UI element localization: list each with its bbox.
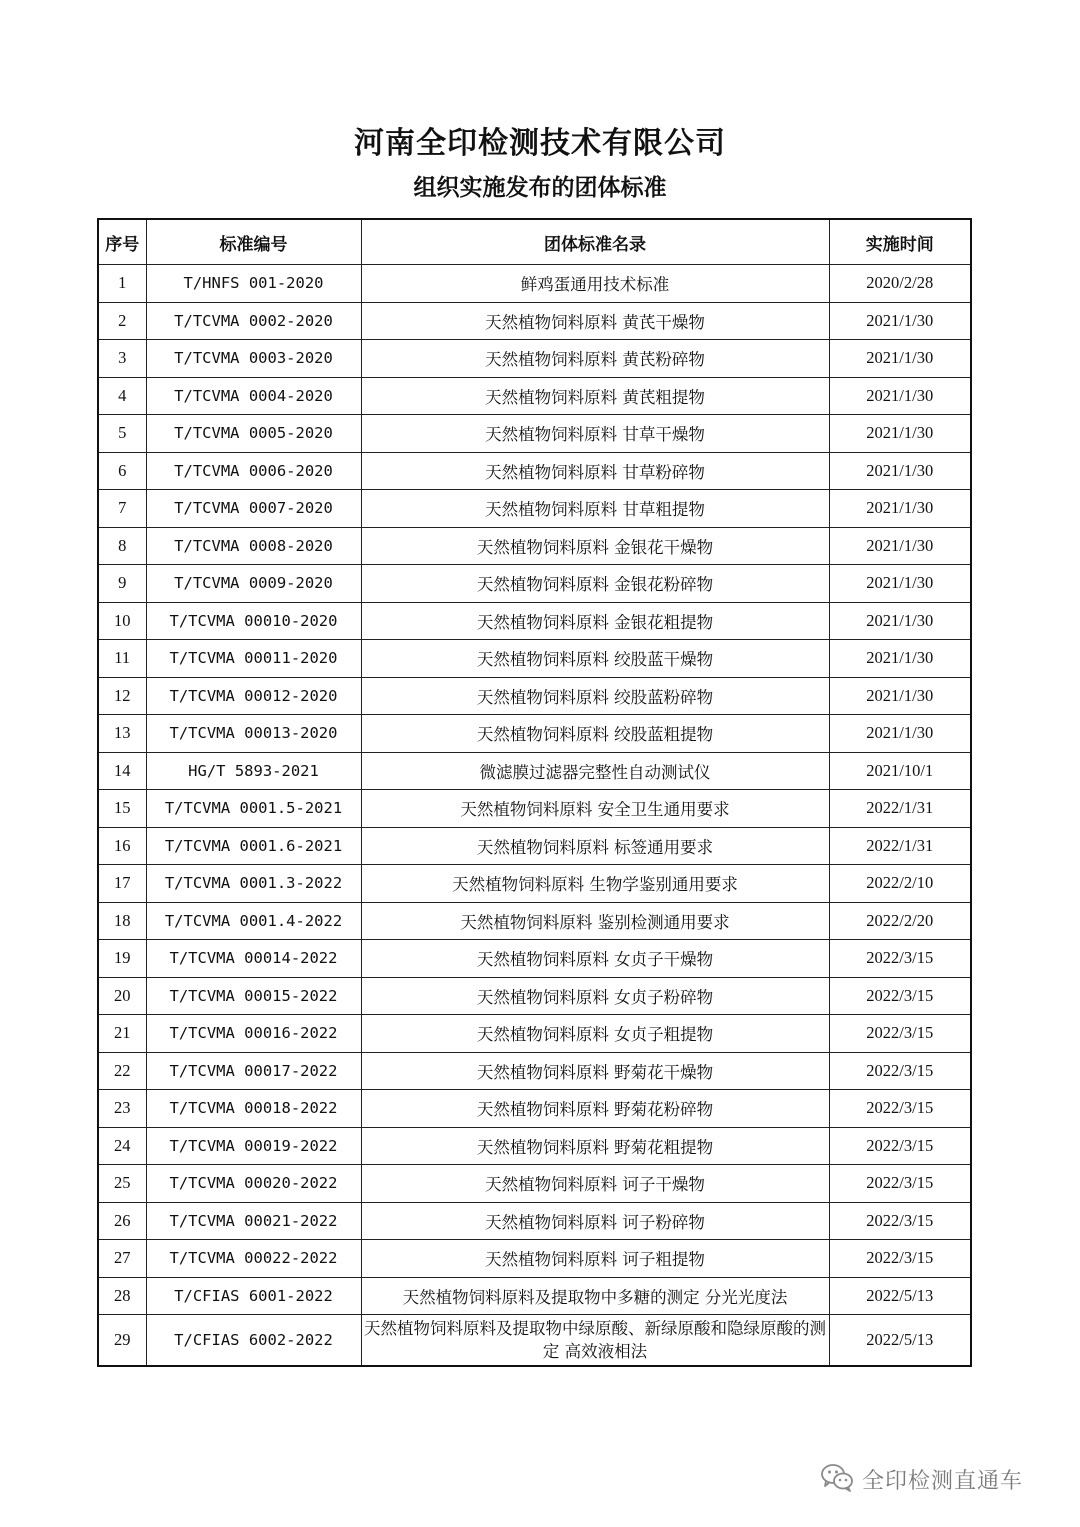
row-effective-date: 2022/1/31 [829,790,971,828]
row-standard-code: T/TCVMA 00022-2022 [146,1240,361,1278]
row-standard-name: 天然植物饲料原料 女贞子干燥物 [361,940,829,978]
row-effective-date: 2021/1/30 [829,415,971,453]
row-standard-name: 天然植物饲料原料 绞股蓝粗提物 [361,715,829,753]
row-effective-date: 2021/1/30 [829,377,971,415]
row-standard-name: 微滤膜过滤器完整性自动测试仪 [361,752,829,790]
row-standard-code: T/TCVMA 00018-2022 [146,1090,361,1128]
row-effective-date: 2022/3/15 [829,1090,971,1128]
row-standard-name: 天然植物饲料原料 绞股蓝干燥物 [361,640,829,678]
row-standard-code: T/TCVMA 00013-2020 [146,715,361,753]
row-effective-date: 2021/1/30 [829,565,971,603]
table-row [98,1127,971,1165]
row-standard-name: 鲜鸡蛋通用技术标准 [361,265,829,303]
table-row [98,340,971,378]
row-index: 3 [98,340,146,378]
row-index: 26 [98,1202,146,1240]
table-row [98,640,971,678]
table-body [98,265,971,1367]
row-effective-date: 2021/1/30 [829,452,971,490]
document-title: 河南全印检测技术有限公司 [354,126,726,161]
row-index: 2 [98,302,146,340]
row-effective-date: 2022/3/15 [829,1165,971,1203]
row-effective-date: 2022/1/31 [829,827,971,865]
row-standard-name: 天然植物饲料原料 黄芪粗提物 [361,377,829,415]
row-standard-name: 天然植物饲料原料 鉴别检测通用要求 [361,902,829,940]
row-standard-code: T/TCVMA 00010-2020 [146,602,361,640]
row-standard-code: T/TCVMA 0008-2020 [146,527,361,565]
row-standard-code: T/TCVMA 00021-2022 [146,1202,361,1240]
row-standard-name: 天然植物饲料原料 诃子粗提物 [361,1240,829,1278]
row-effective-date: 2021/1/30 [829,527,971,565]
header-name: 团体标准名录 [361,219,829,265]
table-row [98,677,971,715]
row-standard-code: T/TCVMA 0009-2020 [146,565,361,603]
table-row [98,865,971,903]
row-index: 25 [98,1165,146,1203]
row-standard-name: 天然植物饲料原料 诃子粉碎物 [361,1202,829,1240]
row-standard-code: T/TCVMA 0006-2020 [146,452,361,490]
table-row [98,1202,971,1240]
row-index: 17 [98,865,146,903]
table-row [98,1015,971,1053]
table-row [98,752,971,790]
row-standard-name: 天然植物饲料原料 安全卫生通用要求 [361,790,829,828]
table-row [98,452,971,490]
row-standard-name: 天然植物饲料原料 诃子干燥物 [361,1165,829,1203]
row-standard-code: T/TCVMA 0003-2020 [146,340,361,378]
row-effective-date: 2022/2/20 [829,902,971,940]
row-index: 29 [98,1315,146,1367]
row-standard-code: T/TCVMA 00012-2020 [146,677,361,715]
table-row [98,1315,971,1367]
table-row [98,790,971,828]
table-row [98,1090,971,1128]
row-standard-code: T/TCVMA 0001.6-2021 [146,827,361,865]
row-standard-code: T/TCVMA 00017-2022 [146,1052,361,1090]
table-row [98,1240,971,1278]
row-effective-date: 2021/1/30 [829,640,971,678]
row-standard-code: T/TCVMA 00011-2020 [146,640,361,678]
row-standard-name: 天然植物饲料原料 黄芪干燥物 [361,302,829,340]
row-effective-date: 2021/1/30 [829,715,971,753]
row-index: 5 [98,415,146,453]
row-standard-name: 天然植物饲料原料 绞股蓝粉碎物 [361,677,829,715]
row-index: 23 [98,1090,146,1128]
row-standard-code: T/TCVMA 0001.3-2022 [146,865,361,903]
row-index: 12 [98,677,146,715]
row-standard-name: 天然植物饲料原料 女贞子粗提物 [361,1015,829,1053]
row-index: 18 [98,902,146,940]
table-header-row [98,219,971,265]
header-date: 实施时间 [829,219,971,265]
row-standard-name: 天然植物饲料原料 生物学鉴别通用要求 [361,865,829,903]
row-effective-date: 2022/3/15 [829,1015,971,1053]
row-effective-date: 2021/1/30 [829,602,971,640]
row-standard-name: 天然植物饲料原料 金银花干燥物 [361,527,829,565]
wechat-icon [820,1462,854,1496]
row-index: 22 [98,1052,146,1090]
header-code: 标准编号 [146,219,361,265]
row-standard-name: 天然植物饲料原料 甘草干燥物 [361,415,829,453]
table-row [98,377,971,415]
table-row [98,1277,971,1315]
table-row [98,490,971,528]
table-row [98,527,971,565]
row-index: 9 [98,565,146,603]
row-standard-code: T/TCVMA 00016-2022 [146,1015,361,1053]
table-row [98,715,971,753]
row-standard-code: T/TCVMA 0002-2020 [146,302,361,340]
row-effective-date: 2022/3/15 [829,1052,971,1090]
row-standard-name: 天然植物饲料原料 金银花粉碎物 [361,565,829,603]
table-row [98,977,971,1015]
row-standard-name: 天然植物饲料原料 黄芪粉碎物 [361,340,829,378]
table-row [98,565,971,603]
row-standard-code: T/TCVMA 0004-2020 [146,377,361,415]
row-index: 27 [98,1240,146,1278]
row-effective-date: 2021/10/1 [829,752,971,790]
row-index: 21 [98,1015,146,1053]
document-subtitle: 组织实施发布的团体标准 [413,175,667,201]
row-standard-name: 天然植物饲料原料及提取物中绿原酸、新绿原酸和隐绿原酸的测定 高效液相法 [361,1315,829,1367]
table-row [98,415,971,453]
row-effective-date: 2022/3/15 [829,1127,971,1165]
header-index: 序号 [98,219,146,265]
table-row [98,1165,971,1203]
row-standard-name: 天然植物饲料原料 野菊花干燥物 [361,1052,829,1090]
row-index: 13 [98,715,146,753]
row-standard-code: T/TCVMA 0005-2020 [146,415,361,453]
row-standard-code: T/TCVMA 00019-2022 [146,1127,361,1165]
row-index: 1 [98,265,146,303]
standards-table [97,218,972,1367]
row-standard-code: T/TCVMA 0001.5-2021 [146,790,361,828]
row-index: 28 [98,1277,146,1315]
row-standard-code: T/TCVMA 0001.4-2022 [146,902,361,940]
row-effective-date: 2020/2/28 [829,265,971,303]
row-index: 8 [98,527,146,565]
row-index: 4 [98,377,146,415]
watermark [820,1462,1023,1496]
row-index: 16 [98,827,146,865]
row-effective-date: 2022/5/13 [829,1315,971,1367]
row-effective-date: 2022/3/15 [829,1240,971,1278]
watermark-text: 全印检测直通车 [862,1468,1024,1494]
row-standard-name: 天然植物饲料原料 野菊花粉碎物 [361,1090,829,1128]
row-index: 24 [98,1127,146,1165]
table-row [98,302,971,340]
row-index: 7 [98,490,146,528]
row-effective-date: 2022/2/10 [829,865,971,903]
row-effective-date: 2022/3/15 [829,977,971,1015]
row-index: 10 [98,602,146,640]
row-effective-date: 2021/1/30 [829,677,971,715]
row-standard-code: T/TCVMA 00014-2022 [146,940,361,978]
row-standard-name: 天然植物饲料原料 标签通用要求 [361,827,829,865]
row-index: 6 [98,452,146,490]
row-standard-name: 天然植物饲料原料 金银花粗提物 [361,602,829,640]
row-index: 15 [98,790,146,828]
row-index: 20 [98,977,146,1015]
row-standard-name: 天然植物饲料原料 甘草粗提物 [361,490,829,528]
row-standard-name: 天然植物饲料原料 甘草粉碎物 [361,452,829,490]
table-row [98,902,971,940]
table-row [98,940,971,978]
table-row [98,265,971,303]
row-index: 19 [98,940,146,978]
row-effective-date: 2021/1/30 [829,490,971,528]
row-effective-date: 2022/3/15 [829,1202,971,1240]
row-effective-date: 2021/1/30 [829,302,971,340]
row-effective-date: 2021/1/30 [829,340,971,378]
table-row [98,1052,971,1090]
row-standard-code: HG/T 5893-2021 [146,752,361,790]
row-effective-date: 2022/3/15 [829,940,971,978]
row-effective-date: 2022/5/13 [829,1277,971,1315]
row-standard-name: 天然植物饲料原料及提取物中多糖的测定 分光光度法 [361,1277,829,1315]
table-row [98,602,971,640]
row-standard-code: T/TCVMA 00020-2022 [146,1165,361,1203]
row-standard-code: T/CFIAS 6001-2022 [146,1277,361,1315]
row-standard-code: T/TCVMA 00015-2022 [146,977,361,1015]
row-standard-code: T/CFIAS 6002-2022 [146,1315,361,1367]
row-standard-code: T/HNFS 001-2020 [146,265,361,303]
row-standard-code: T/TCVMA 0007-2020 [146,490,361,528]
row-standard-name: 天然植物饲料原料 野菊花粗提物 [361,1127,829,1165]
row-index: 14 [98,752,146,790]
row-standard-name: 天然植物饲料原料 女贞子粉碎物 [361,977,829,1015]
table-row [98,827,971,865]
row-index: 11 [98,640,146,678]
